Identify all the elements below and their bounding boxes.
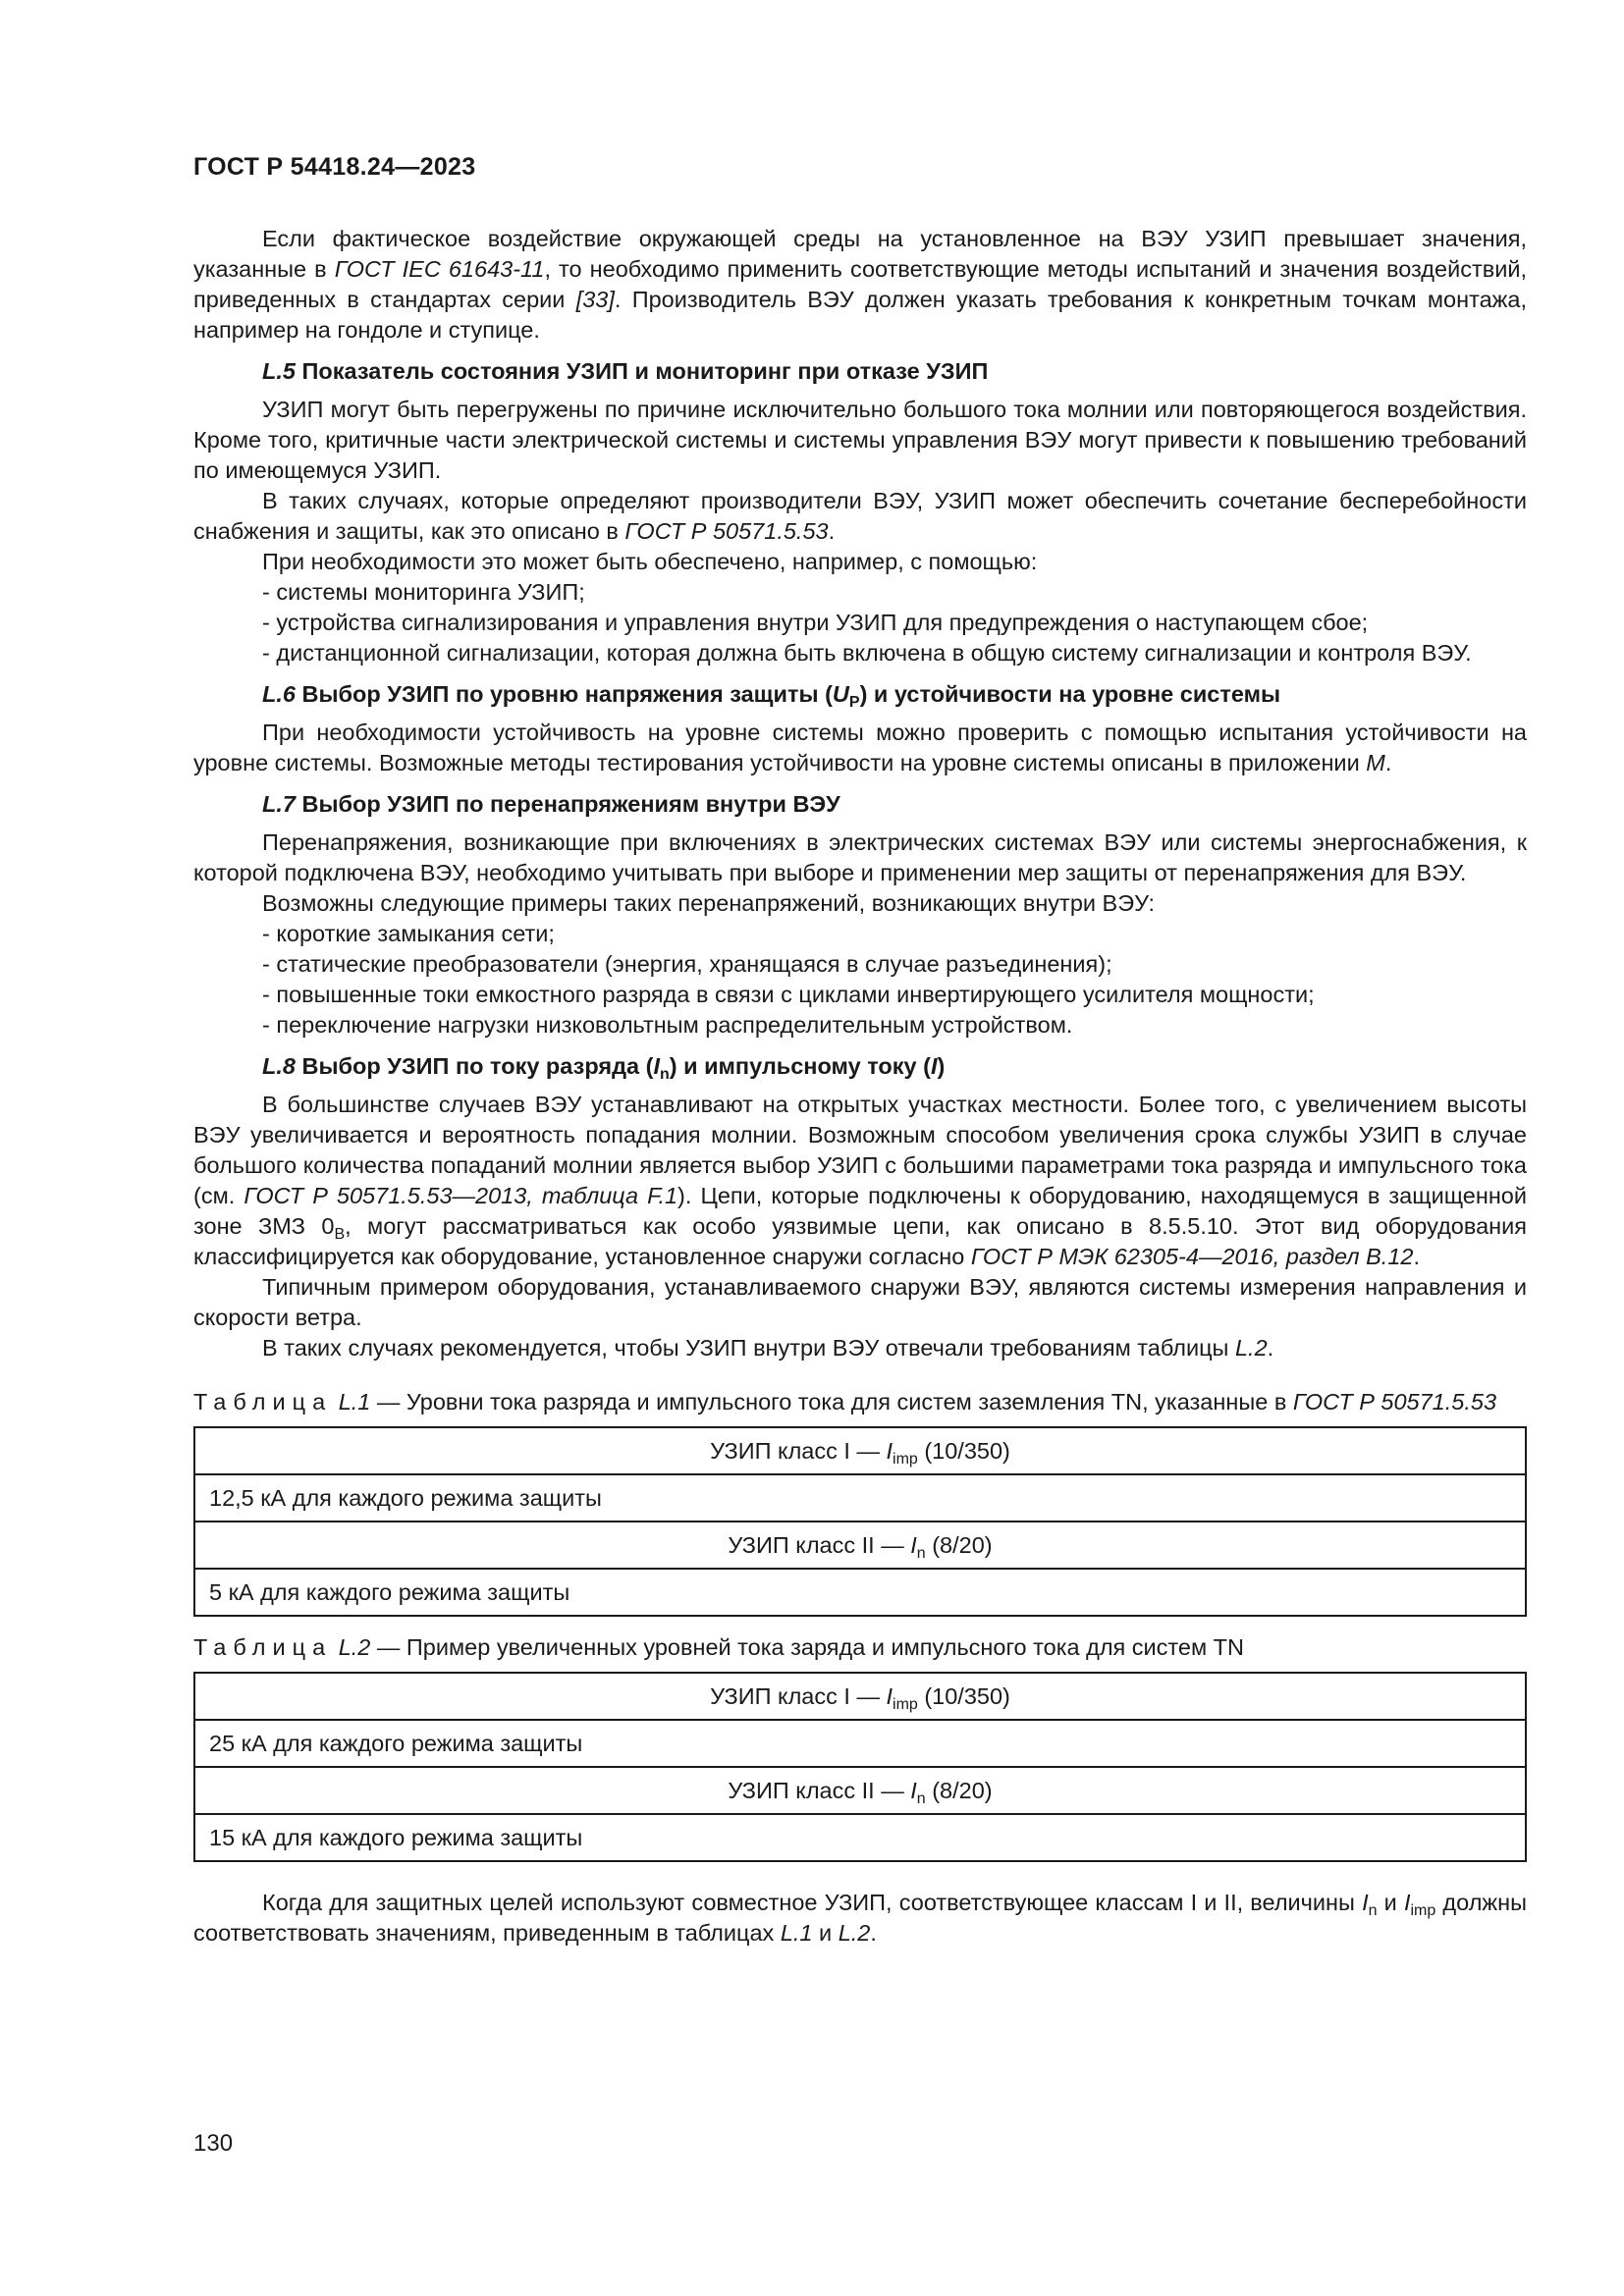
text-run: . <box>870 1920 877 1946</box>
text-run: . <box>1384 750 1392 775</box>
paragraph: Перенапряжения, возникающие при включениях в электрических системах ВЭУ или системы энергоснабжения, к которой подключена ВЭУ, необходимо учитывать при выборе и применении мер защиты от перенапряжения для ВЭУ. <box>193 829 1527 885</box>
table-cell <box>194 1427 1526 1474</box>
text-run: и <box>1377 1890 1404 1915</box>
table-row <box>194 1569 1526 1616</box>
text-run: (10/350) <box>917 1437 1010 1464</box>
table-cell: 5 кА для каждого режима защиты <box>194 1569 1526 1616</box>
symbol: I <box>886 1437 893 1464</box>
annex-reference: М <box>1366 750 1385 775</box>
table-number: L.2 <box>338 1634 371 1660</box>
symbol: I <box>1362 1890 1369 1915</box>
caption-text: — Пример увеличенных уровней тока заряда и импульсного тока для систем TN <box>370 1634 1244 1660</box>
list-item: - статические преобразователи (энергия, хранящаяся в случае разъединения); <box>262 951 1112 977</box>
table-row <box>194 1720 1526 1767</box>
text-run: (8/20) <box>925 1777 993 1803</box>
table-row <box>194 1767 1526 1814</box>
text-run: . <box>1267 1335 1274 1361</box>
symbol: I <box>910 1777 917 1803</box>
section-title: ) и импульсному току ( <box>669 1053 931 1079</box>
standard-reference: ГОСТ Р 50571.5.53—2013, таблица F.1 <box>244 1183 678 1208</box>
section-title: Выбор УЗИП по перенапряжениям внутри ВЭУ <box>295 791 840 817</box>
bibliography-reference: [33] <box>575 287 615 312</box>
list-item: - повышенные токи емкостного разряда в связи с циклами инвертирующего усилителя мощности; <box>262 982 1315 1007</box>
table-l1 <box>193 1426 1527 1617</box>
paragraph <box>193 1090 1527 1272</box>
text-run: (10/350) <box>917 1682 1010 1709</box>
text-run: (8/20) <box>925 1531 993 1558</box>
subscript: imp <box>893 1695 918 1713</box>
paragraph <box>193 486 1527 547</box>
subscript: n <box>1368 1902 1378 1919</box>
section-title: Показатель состояния УЗИП и мониторинг при отказе УЗИП <box>295 358 989 384</box>
document-body <box>193 224 1527 1949</box>
table-l2 <box>193 1672 1527 1862</box>
table-row <box>194 1814 1526 1861</box>
text-run: Когда для защитных целей используют совместное УЗИП, соответствующее классам I и II, величины <box>262 1890 1363 1915</box>
text-run: В большинстве случаев ВЭУ устанавливают на открытых участках местности. Более того, с увеличением высоты ВЭУ увеличивается и вероятность попадания молнии. Возможным способом увеличения срока службы УЗИП в случае большого количества попаданий молнии является выбор УЗИП с большими параметрами тока разряда и импульсного тока (см. <box>193 1092 1527 1208</box>
paragraph: УЗИП могут быть перегружены по причине исключительно большого тока молнии или повторяющегося воздействия. Кроме того, критичные части электрической системы и системы управления ВЭУ могут привести к повышению требований по имеющемуся УЗИП. <box>193 397 1527 483</box>
intro-paragraph <box>193 224 1527 346</box>
table-reference: L.1 <box>780 1920 813 1946</box>
text-run: УЗИП класс II — <box>728 1531 911 1558</box>
table-cell <box>194 1522 1526 1569</box>
list-item: - устройства сигнализирования и управления внутри УЗИП для предупреждения о наступающем сбое; <box>262 610 1369 635</box>
standard-reference: ГОСТ Р 50571.5.53 <box>624 518 829 544</box>
subscript: P <box>848 694 860 711</box>
table-row <box>194 1673 1526 1720</box>
section-heading-l5 <box>262 356 1527 387</box>
section-number: L.6 <box>262 681 296 707</box>
section-title: Выбор УЗИП по току разряда ( <box>295 1053 654 1079</box>
table-row <box>194 1474 1526 1522</box>
standard-reference: ГОСТ IEC 61643-11 <box>334 256 545 282</box>
table-caption-l1 <box>193 1387 1527 1417</box>
table-row <box>194 1427 1526 1474</box>
symbol: I <box>653 1053 660 1079</box>
paragraph <box>193 718 1527 778</box>
text-run: . <box>828 518 836 544</box>
symbol: U <box>832 681 849 707</box>
text-run: УЗИП класс II — <box>728 1777 911 1803</box>
page-number: 130 <box>193 2130 234 2157</box>
table-cell: 12,5 кА для каждого режима защиты <box>194 1474 1526 1522</box>
text-run: , то необходимо применить соответствующие методы испытаний и значения воздействий, приведенных в стандартах серии <box>193 256 1527 312</box>
text-run: В таких случаях рекомендуется, чтобы УЗИП внутри ВЭУ отвечали требованиям таблицы <box>262 1335 1235 1361</box>
subscript: n <box>659 1066 670 1083</box>
section-title: Выбор УЗИП по уровню напряжения защиты ( <box>295 681 833 707</box>
subscript: B <box>334 1226 346 1243</box>
section-number: L.5 <box>262 358 296 384</box>
standard-reference: ГОСТ Р 50571.5.53 <box>1292 1389 1497 1415</box>
table-cell <box>194 1767 1526 1814</box>
paragraph: При необходимости это может быть обеспечено, например, с помощью: <box>262 549 1038 574</box>
text-run: При необходимости устойчивость на уровне системы можно проверить с помощью испытания устойчивости на уровне системы. Возможные методы тестирования устойчивости на уровне системы описаны в приложении <box>193 720 1527 775</box>
section-number: L.7 <box>262 791 296 817</box>
table-word: Таблица <box>193 1389 333 1415</box>
symbol: I <box>930 1053 938 1079</box>
section-number: L.8 <box>262 1053 296 1079</box>
text-run: . Производитель ВЭУ должен указать требования к конкретным точкам монтажа, например на гондоле и ступице. <box>193 287 1527 343</box>
text-run: , могут рассматриваться как особо уязвимые цепи, как описано в 8.5.5.10. Этот вид оборудования классифицируется как оборудование, установленное снаружи согласно <box>193 1213 1527 1269</box>
table-cell <box>194 1673 1526 1720</box>
table-cell: 15 кА для каждого режима защиты <box>194 1814 1526 1861</box>
table-word: Таблица <box>193 1634 333 1660</box>
list-item: - короткие замыкания сети; <box>262 921 555 946</box>
section-heading-l6 <box>262 679 1527 710</box>
paragraph: Возможны следующие примеры таких перенапряжений, возникающих внутри ВЭУ: <box>262 890 1156 916</box>
caption-text: — Уровни тока разряда и импульсного тока для систем заземления TN, указанные в <box>370 1389 1293 1415</box>
subscript: n <box>916 1544 926 1562</box>
list-item: - системы мониторинга УЗИП; <box>262 579 585 605</box>
section-heading-l7 <box>262 789 1527 820</box>
list-item: - дистанционной сигнализации, которая должна быть включена в общую систему сигнализации и контроля ВЭУ. <box>262 640 1472 666</box>
table-reference: L.2 <box>838 1920 871 1946</box>
subscript: n <box>916 1789 926 1807</box>
text-run: УЗИП класс I — <box>710 1437 887 1464</box>
symbol: I <box>910 1531 917 1558</box>
text-run: и <box>812 1920 839 1946</box>
subscript: imp <box>1410 1902 1436 1919</box>
text-run: Если фактическое воздействие окружающей среды на установленное на ВЭУ УЗИП превышает значения, указанные в <box>193 226 1527 282</box>
section-heading-l8 <box>262 1051 1527 1082</box>
text-run: должны соответствовать значениям, приведенным в таблицах <box>193 1890 1527 1946</box>
table-number: L.1 <box>338 1389 371 1415</box>
text-run: УЗИП класс I — <box>710 1682 887 1709</box>
table-cell: 25 кА для каждого режима защиты <box>194 1720 1526 1767</box>
subscript: imp <box>893 1450 918 1468</box>
standard-reference: ГОСТ Р МЭК 62305-4—2016, раздел B.12 <box>970 1244 1414 1269</box>
text-run: В таких случаях, которые определяют производители ВЭУ, УЗИП может обеспечить сочетание бесперебойности снабжения и защиты, как это описано в <box>193 488 1527 544</box>
table-row <box>194 1522 1526 1569</box>
section-title: ) и устойчивости на уровне системы <box>859 681 1281 707</box>
paragraph: Типичным примером оборудования, устанавливаемого снаружи ВЭУ, являются системы измерения направления и скорости ветра. <box>193 1274 1527 1330</box>
list-item: - переключение нагрузки низковольтным распределительным устройством. <box>262 1012 1073 1038</box>
text-run: ). Цепи, которые подключены к оборудованию, находящемуся в защищенной зоне ЗМЗ 0 <box>193 1183 1527 1239</box>
closing-paragraph <box>193 1888 1527 1949</box>
table-caption-l2 <box>193 1632 1527 1663</box>
document-header: ГОСТ Р 54418.24—2023 <box>193 153 476 181</box>
table-reference: L.2 <box>1234 1335 1268 1361</box>
paragraph <box>193 1333 1527 1363</box>
section-title: ) <box>937 1053 946 1079</box>
text-run: . <box>1413 1244 1421 1269</box>
symbol: I <box>1403 1890 1411 1915</box>
symbol: I <box>886 1682 893 1709</box>
